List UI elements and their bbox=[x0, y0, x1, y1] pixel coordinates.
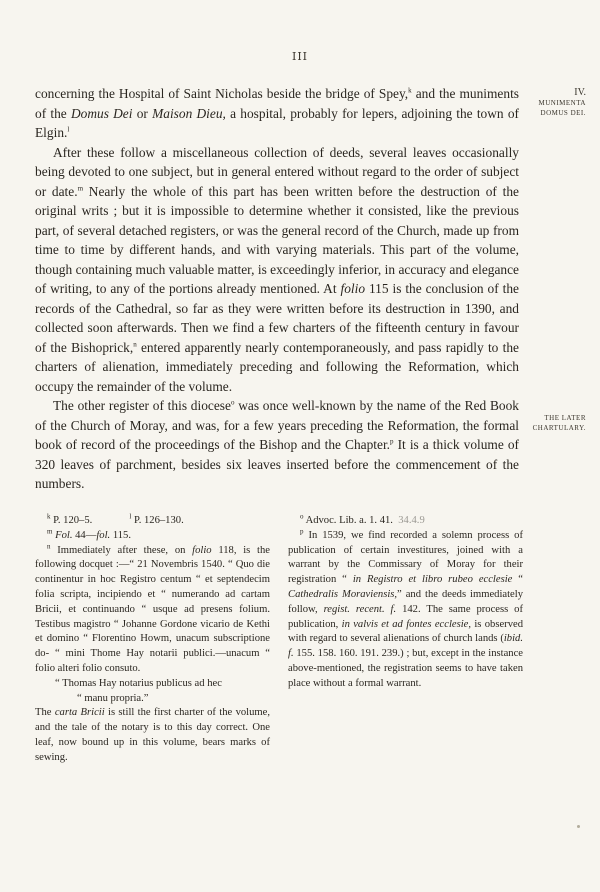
margin-note-later-chartulary bbox=[524, 413, 586, 433]
footnote-k-l: $^k$ P. 120–5. $^l$ P. 126–130. bbox=[47, 512, 184, 526]
margin-note-numeral: IV. bbox=[574, 87, 586, 98]
paper-speck bbox=[577, 825, 580, 828]
body-text bbox=[35, 84, 519, 494]
paragraph: After these follow a miscellaneous collection of deeds, several leaves occasionally being devoted to one subject, but in general entered without regard to the order of subject or date.$^m$ Nearly the whole of this part has been written before the destruction of the original writs ; but it is impossible to determine whether it consisted, like the previous part, of several detached registers, or was the general record of the Church, made up from time to time by different hands, and with varying materials. This part of the volume, though containing much valuable matter, is exceedingly inferior, in accuracy and elegance of writing, to any of the portions already mentioned. At folio 115 is the conclusion of the records of the Cathedral, so far as they were written before its destruction in 1390, and collected soon afterwards. Then we find a few charters of the fifteenth century in favour of the Bishoprick,$^n$ entered apparently nearly contemporaneously, and pass rapidly to the charters of alienation, immediately preceding and following the Reformation, which occupy the remainder of the volume. bbox=[35, 144, 520, 394]
footnotes-right-column bbox=[288, 514, 523, 692]
paragraph: concerning the Hospital of Saint Nicholas beside the bridge of Spey,$^k$ and the muniments of the Domus Dei or Maison Dieu, a hospital, probably for lepers, adjoining the town of Elgin.$^l$ bbox=[35, 86, 519, 140]
pencil-annotation: 34.4.9 bbox=[398, 515, 425, 526]
margin-note-line: THE LATER bbox=[544, 414, 586, 422]
margin-note-line: CHARTULARY. bbox=[532, 424, 586, 432]
page-number: III bbox=[291, 50, 309, 63]
paragraph: The other register of this diocese$^o$ was once well-known by the name of the Red Book of the Church of Moray, and was, for a few years preceding the Reformation, the formal book of record of the proceedings of the Bishop and the Chapter.$^p$ It is a thick volume of 320 leaves of parchment, besides six leaves inserted before the commencement of the numbers. bbox=[35, 398, 519, 491]
footnote-o: $^o$ Advoc. Lib. a. 1. 41. 34.4.9 bbox=[300, 512, 425, 526]
footnote-n-signature: “ manu propria.” bbox=[77, 692, 149, 704]
margin-note-munimenta bbox=[524, 88, 586, 118]
margin-note-line: DOMUS DEI. bbox=[540, 109, 586, 117]
footnote-p: $^p$ In 1539, we find recorded a solemn process of publication of certain investitures, joined with a warrant by the Commissary of Moray for their registration “ in Registro et libro rubeo ecclesie “ Cathedralis Moraviensis,” and the deeds immediately follow, regist. recent. f. 142. The same process of publication, in valvis et ad fontes ecclesie, is observed with regard to several alienations of church lands (ibid. f. 155. 158. 160. 191. 239.) ; but, except in the instance above-mentioned, the registration seems to have taken place without a formal warrant. bbox=[288, 527, 524, 689]
margin-note-line: MUNIMENTA bbox=[538, 99, 586, 107]
footnote-n-continued: The carta Bricii is still the first charter of the volume, and the tale of the notary is to this day correct. One leaf, now bound up in this volume, bears marks of sewing. bbox=[35, 707, 271, 763]
footnote-n-signature: “ Thomas Hay notarius publicus ad hec bbox=[55, 677, 222, 689]
footnotes-left-column bbox=[35, 514, 270, 766]
footnote-m: $^m$ Fol. 44—fol. 115. bbox=[47, 527, 131, 541]
footnote-n: $^n$ Immediately after these, on folio 118, is the following docquet :—“ 21 Novembris 1540. “ Quo die continentur in hoc Registro centum “ et septendecim folia scripta, incipiendo et “ numerando ad cartam Bricii, et continuando “ usque ad presens folium. Testibus magistro “ Johanne Gordone vicario de Kethi et domino “ Florentino Howm, unacum subscriptione do- “ mini Thome Hay notarii publici.—unacum “ folio alteri folio consuto. bbox=[35, 542, 270, 674]
